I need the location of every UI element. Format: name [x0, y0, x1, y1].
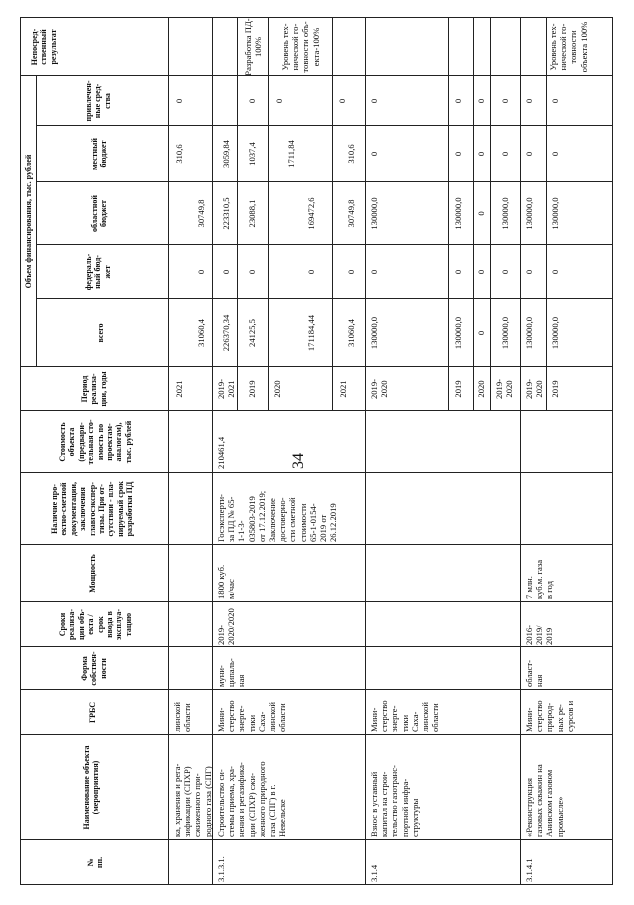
row-314-total-3: 0 — [476, 330, 486, 336]
row-3141-total-2: 130000,0 — [550, 316, 560, 350]
header-bottom-rule — [168, 17, 169, 885]
row-3131-result-2: Разработка ПД- 100% — [243, 18, 264, 76]
row-314-total-4: 130000,0 — [500, 316, 510, 350]
cont-local: 310,6 — [174, 144, 184, 164]
row-314-federal-1: 0 — [369, 269, 379, 275]
row-3141-grbs: Мини- стерство природ- ных ре- сурсов и — [524, 700, 575, 732]
row-314-local-2: 0 — [453, 151, 463, 157]
row-314-attracted-1: 0 — [369, 98, 379, 104]
row-3141-local-2: 0 — [550, 151, 560, 157]
row-3131-capacity: 1800 куб. м/час — [216, 564, 237, 599]
row-3131-docs: Госэксперти- за ПД № 65- 1-1-3- 035803-2019 от 17.12.2019; Заключение достоверно- сти сметной стоимости 65-1-0154- 2019 от 26.12.2019 — [216, 490, 339, 542]
header-cost: Стоимость объекта (предвари- тельная сто- имость по проектам- аналогам), тыс. рублей — [58, 419, 133, 465]
row-314-period-2: 2019 — [453, 380, 463, 398]
cont-total: 31060,4 — [196, 319, 206, 347]
row-314-total-2: 130000,0 — [453, 316, 463, 350]
row-3141-attracted-1: 0 — [524, 98, 534, 104]
row-3131-grbs: Мини- стерство энерге- тики Саха- линской области — [216, 700, 288, 732]
cont-federal: 0 — [196, 269, 206, 275]
row-3141-ownership: област- ная — [524, 660, 545, 687]
row-314-grbs: Мини- стерство энерге- тики Саха- линской области — [369, 700, 441, 732]
header-federal: федераль- ный бюд- жет — [84, 253, 112, 291]
row-3131-attracted-3: 0 — [274, 98, 284, 104]
row-314-no: 3.1.4 — [369, 864, 379, 882]
row-314-local-1: 0 — [369, 151, 379, 157]
header-ownership: Форма собствен- ности — [80, 651, 108, 686]
row-314-period-4: 2019- 2020 — [494, 378, 515, 400]
row-3131-result-3: Уровень тех- нической го- товности объ- екта-100% — [280, 21, 321, 73]
row-3131-local-1: 3059,84 — [221, 140, 231, 168]
row-3131-name: Строительство си- стемы приема, хра- нения и регазифика- ции (СПХР) сжи- женного природного газа (СПГ) в г. Невельске — [216, 761, 288, 837]
row-314-regional-2: 130000,0 — [453, 197, 463, 230]
row-3131-federal-4: 0 — [346, 269, 356, 275]
row-3141-name: «Реконструкция газовых скважин на Анивском газовом промысле» — [524, 764, 565, 837]
header-result: Непосред- ственный результат — [30, 28, 58, 66]
row-314-federal-4: 0 — [500, 269, 510, 275]
row-314-regional-1: 130000,0 — [369, 197, 379, 230]
row-3141-terms: 2016- 2019/ 2019 — [524, 624, 555, 645]
row-3131-regional-4: 30749,8 — [346, 199, 356, 228]
header-total: всего — [96, 323, 105, 343]
row-3141-no: 3.1.4.1 — [524, 858, 534, 882]
header-financing: Объем финансирования, тыс. рублей — [24, 154, 33, 289]
header-capacity: Мощность — [88, 554, 97, 593]
row-3131-local-3: 1711,84 — [286, 140, 296, 168]
row-3141-federal-1: 0 — [524, 269, 534, 275]
row-3131-federal-2: 0 — [247, 269, 257, 275]
cont-regional: 30749,8 — [196, 199, 206, 228]
row-3131-period-3: 2020 — [272, 380, 282, 398]
row-3131-period-4: 2021 — [338, 380, 348, 398]
row-3131-regional-2: 23088,1 — [247, 199, 257, 228]
row-314-period-3: 2020 — [476, 380, 486, 398]
row-3131-period-1: 2019- 2021 — [216, 378, 237, 400]
header-local: местный бюджет — [90, 137, 109, 171]
header-docs: Наличие про- ектно-сметной документации, заключения главгосэкспер- тизы. При от- сутствии - пла- нируемый срок разработки ПД — [50, 481, 135, 537]
row-3131-cost: 210461,4 — [216, 436, 226, 469]
row-3131-total-1: 226370,34 — [221, 314, 231, 352]
row-314-regional-3: 0 — [476, 211, 486, 216]
page-number: 34 — [290, 453, 307, 469]
row-3141-local-1: 0 — [524, 151, 534, 157]
row-314-local-3: 0 — [476, 151, 486, 157]
row-3141-capacity: 7 млн. куб.м. газа в год — [524, 559, 555, 599]
row-314-federal-2: 0 — [453, 269, 463, 275]
header-grbs: ГРБС — [88, 702, 97, 723]
row-314-local-4: 0 — [500, 151, 510, 157]
row-3131-attracted-2: 0 — [247, 98, 257, 104]
row-3131-terms: 2019- 2020/2020 — [216, 608, 237, 645]
header-no: № пп. — [86, 856, 105, 869]
cont-period: 2021 — [174, 380, 184, 398]
header-attracted: привлечен- ные сред- ства — [84, 80, 112, 122]
row-314-period-1: 2019- 2020 — [369, 378, 390, 400]
row-314-name: Взнос в уставный капитал на строи- тельство газотранс- портной инфра- структуры — [369, 765, 420, 837]
table-left-border — [20, 884, 612, 885]
row-314-federal-3: 0 — [476, 269, 486, 275]
row-3131-no: 3.1.3.1. — [216, 856, 226, 882]
header-period: Период реализа- ции, годы — [80, 371, 108, 407]
cont-grbs: линской области — [172, 702, 193, 732]
row-3141-regional-1: 130000,0 — [524, 197, 534, 230]
row-314-attracted-4: 0 — [500, 98, 510, 104]
table-top-border — [20, 17, 21, 885]
row-3141-period-2: 2019 — [550, 380, 560, 398]
row-3131-total-3: 171184,44 — [306, 314, 316, 352]
row-3131-federal-1: 0 — [221, 269, 231, 275]
header-terms: Сроки реализа- ции объ- екта / срок ввода в эксплуа- тацию — [58, 608, 133, 641]
table-bottom-border — [612, 17, 613, 885]
row-3141-regional-2: 130000,0 — [550, 197, 560, 230]
row-3131-regional-3: 169472,6 — [306, 197, 316, 230]
row-314-attracted-2: 0 — [453, 98, 463, 104]
header-regional: областной бюджет — [90, 195, 109, 232]
row-3131-period-2: 2019 — [247, 380, 257, 398]
row-3131-federal-3: 0 — [306, 269, 316, 275]
row-3141-attracted-2: 0 — [550, 98, 560, 104]
row-3131-local-2: 1037,4 — [247, 142, 257, 166]
row-3131-ownership: муни- ципаль- ная — [216, 658, 247, 687]
cont-attracted: 0 — [174, 98, 184, 104]
cont-name: ка, хранения и рега- зификации (СПХР) сжиженного при- родного газа (СПГ) — [172, 763, 213, 837]
row-3131-total-4: 31060,4 — [346, 319, 356, 347]
row-3131-attracted-4: 0 — [337, 98, 347, 104]
row-3141-period-1: 2019- 2020 — [524, 378, 545, 400]
row-3141-total-1: 130000,0 — [524, 316, 534, 350]
header-name: Наименование объекта (мероприятия) — [82, 745, 101, 830]
row-3131-local-4: 310,6 — [346, 144, 356, 164]
row-3131-regional-1: 223310,5 — [221, 197, 231, 230]
row-3141-result-2: Уровень тех- нической го- товности объекта 100% — [548, 21, 589, 73]
row-314-regional-4: 130000,0 — [500, 197, 510, 230]
row-3131-total-2: 24125,5 — [247, 319, 257, 347]
row-314-attracted-3: 0 — [476, 98, 486, 104]
row-314-total-1: 130000,0 — [369, 316, 379, 350]
row-3141-federal-2: 0 — [550, 269, 560, 275]
